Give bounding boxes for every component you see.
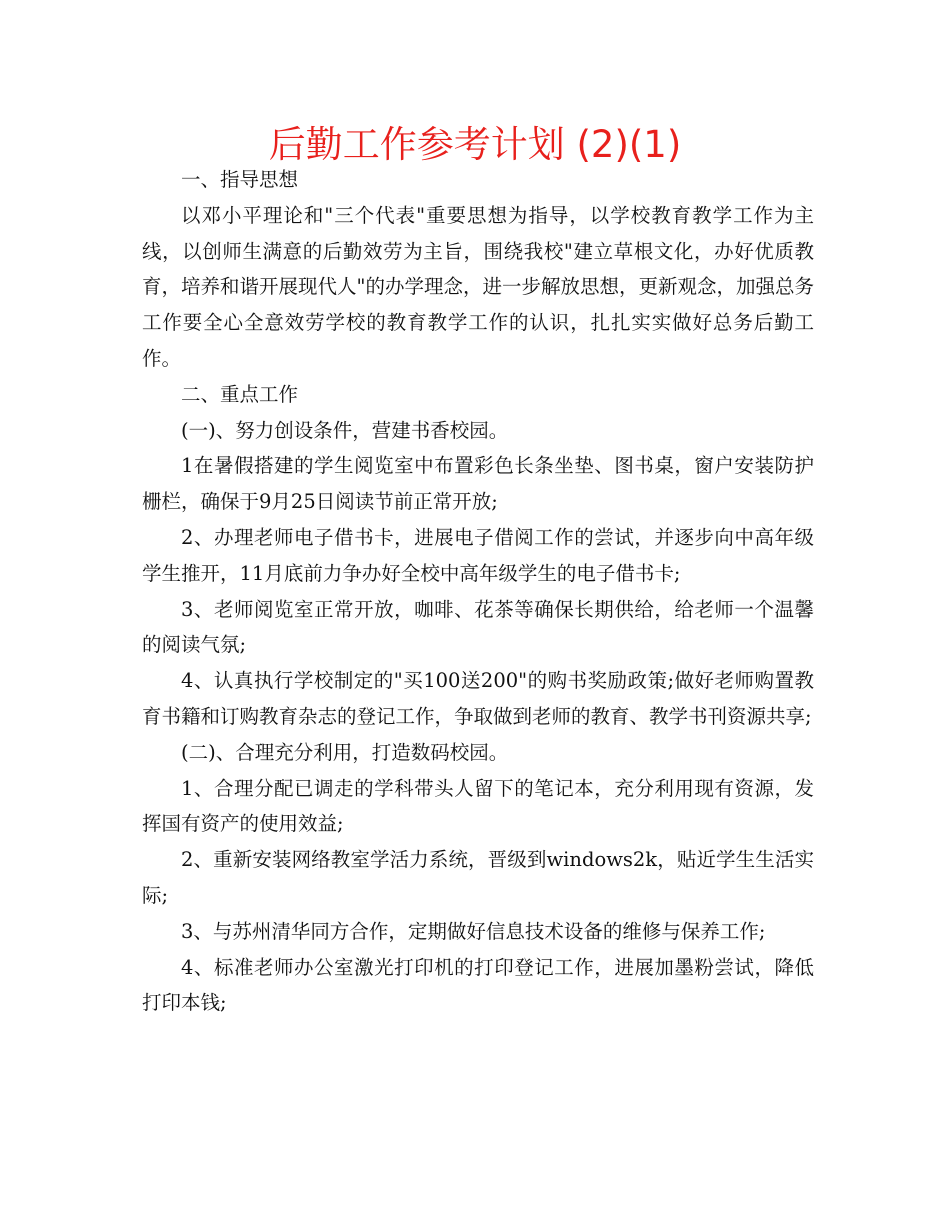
list-item: 2、重新安装网络教室学活力系统，晋级到windows2k，贴近学生生活实际; [142, 848, 814, 907]
list-item: 4、认真执行学校制定的"买100送200"的购书奖励政策;做好老师购置教育书籍和订购教育杂志的登记工作，争取做到老师的教育、教学书刊资源共享; [142, 669, 814, 728]
list-item: 3、与苏州清华同方合作，定期做好信息技术设备的维修与保养工作; [181, 919, 766, 943]
paragraph-guiding-thought: 以邓小平理论和"三个代表"重要思想为指导，以学校教育教学工作为主线，以创师生满意的后勤效劳为主旨，围绕我校"建立草根文化，办好优质教育，培养和谐开展现代人"的办学理念，进一步解放思想，更新观念，加强总务工作要全心全意效劳学校的教育教学工作的认识，扎扎实实做好总务后勤工作。 [142, 203, 814, 370]
list-item: 1在暑假搭建的学生阅览室中布置彩色长条坐垫、图书桌，窗户安装防护栅栏，确保于9月25日阅读节前正常开放; [142, 454, 814, 514]
page-title: 后勤工作参考计划 (2)(1) [268, 123, 682, 166]
subsection-heading-book-campus: (一)、努力创设条件，营建书香校园。 [181, 418, 509, 442]
section-heading-key-work: 二、重点工作 [181, 382, 299, 406]
list-item: 1、合理分配已调走的学科带头人留下的笔记本，充分利用现有资源，发挥国有资产的使用效益; [142, 776, 814, 836]
subsection-heading-digital-campus: (二)、合理充分利用，打造数码校园。 [181, 740, 509, 764]
document-body [142, 162, 814, 1021]
section-heading-guiding-thought: 一、指导思想 [181, 168, 299, 191]
list-item: 2、办理老师电子借书卡，进展电子借阅工作的尝试，并逐步向中高年级学生推开，11月底前力争办好全校中高年级学生的电子借书卡; [142, 525, 814, 585]
list-item: 4、标准老师办公室激光打印机的打印登记工作，进展加墨粉尝试，降低打印本钱; [142, 955, 814, 1015]
list-item: 3、老师阅览室正常开放，咖啡、花茶等确保长期供给，给老师一个温馨的阅读气氛; [142, 597, 814, 657]
